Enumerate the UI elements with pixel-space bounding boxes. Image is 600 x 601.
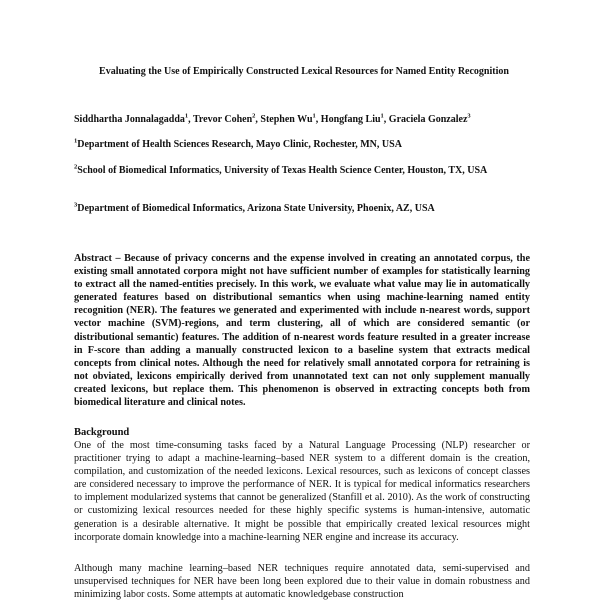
affiliation-2: $^2$School of Biomedical Informatics, University of Texas Health Science Center, Houston, TX, USA [74, 163, 488, 176]
affiliation-1: $^1$Department of Health Sciences Research, Mayo Clinic, Rochester, MN, USA [74, 137, 402, 150]
author: Trevor Cohen$^2$, [192, 112, 261, 125]
section-heading-background: Background [74, 427, 130, 438]
author-list [74, 113, 530, 126]
abstract: Abstract – Because of privacy concerns and the expense involved in creating an annotated corpus, the existing small annotated corpora might not have sufficient number of examples for statistically learning to extract all the named-entities precisely. In this work, we evaluate what value may lie in automatically generated features based on distributional semantics when using machine-learning named entity recognition (NER). The features we generated and experimented with include n-nearest words, support vector machine (SVM)-regions, and term clustering, all of which are considered semantic (or distributional semantic) features. The addition of n-nearest words feature resulted in a greater increase in F-score than adding a manually constructed lexicon to a baseline system that extracts medical concepts from clinical notes. Although the need for relatively small annotated corpora for retraining is not obviated, lexicons empirically derived from unannotated text can not only supplement manually created lexicons, but replace them. This phenomenon is observed in extracting concepts both from biomedical literature and clinical notes. [74, 253, 530, 409]
author: Siddhartha Jonnalagadda$^1$, [74, 112, 193, 125]
background-paragraph-2: Although many machine learning–based NER techniques require annotated data, semi-supervised and unsupervised techniques for NER have been long been explored due to their value in domain robustness and minimizing labor costs. Some attempts at automatic knowledgebase construction [74, 563, 530, 601]
affiliation-3: $^3$Department of Biomedical Informatics, Arizona State University, Phoenix, AZ, USA [74, 201, 435, 214]
paper-title: Evaluating the Use of Empirically Constructed Lexical Resources for Named Entity Recognition [99, 66, 509, 77]
author: Stephen Wu$^1$, [260, 112, 321, 125]
author: Hongfang Liu$^1$, [320, 112, 389, 125]
background-paragraph-1: One of the most time-consuming tasks faced by a Natural Language Processing (NLP) researcher or practitioner trying to adapt a machine-learning–based NER system to a different domain is the creation, compilation, and customization of the needed lexicons. Lexical resources, such as lexicons of concept classes are considered necessary to improve the performance of NER. It is typical for medical informatics researchers to implement modularized systems that cannot be generalized (Stanfill et al. 2010). As the work of constructing or customizing lexical resources needed for these highly specific systems is human-intensive, automatic generation is a desirable alternative. It might be possible that empirically created lexical resources might incorporate domain knowledge into a machine-learning NER engine and increase its accuracy. [74, 440, 530, 543]
author: Graciela Gonzalez$^3$ [388, 112, 471, 125]
